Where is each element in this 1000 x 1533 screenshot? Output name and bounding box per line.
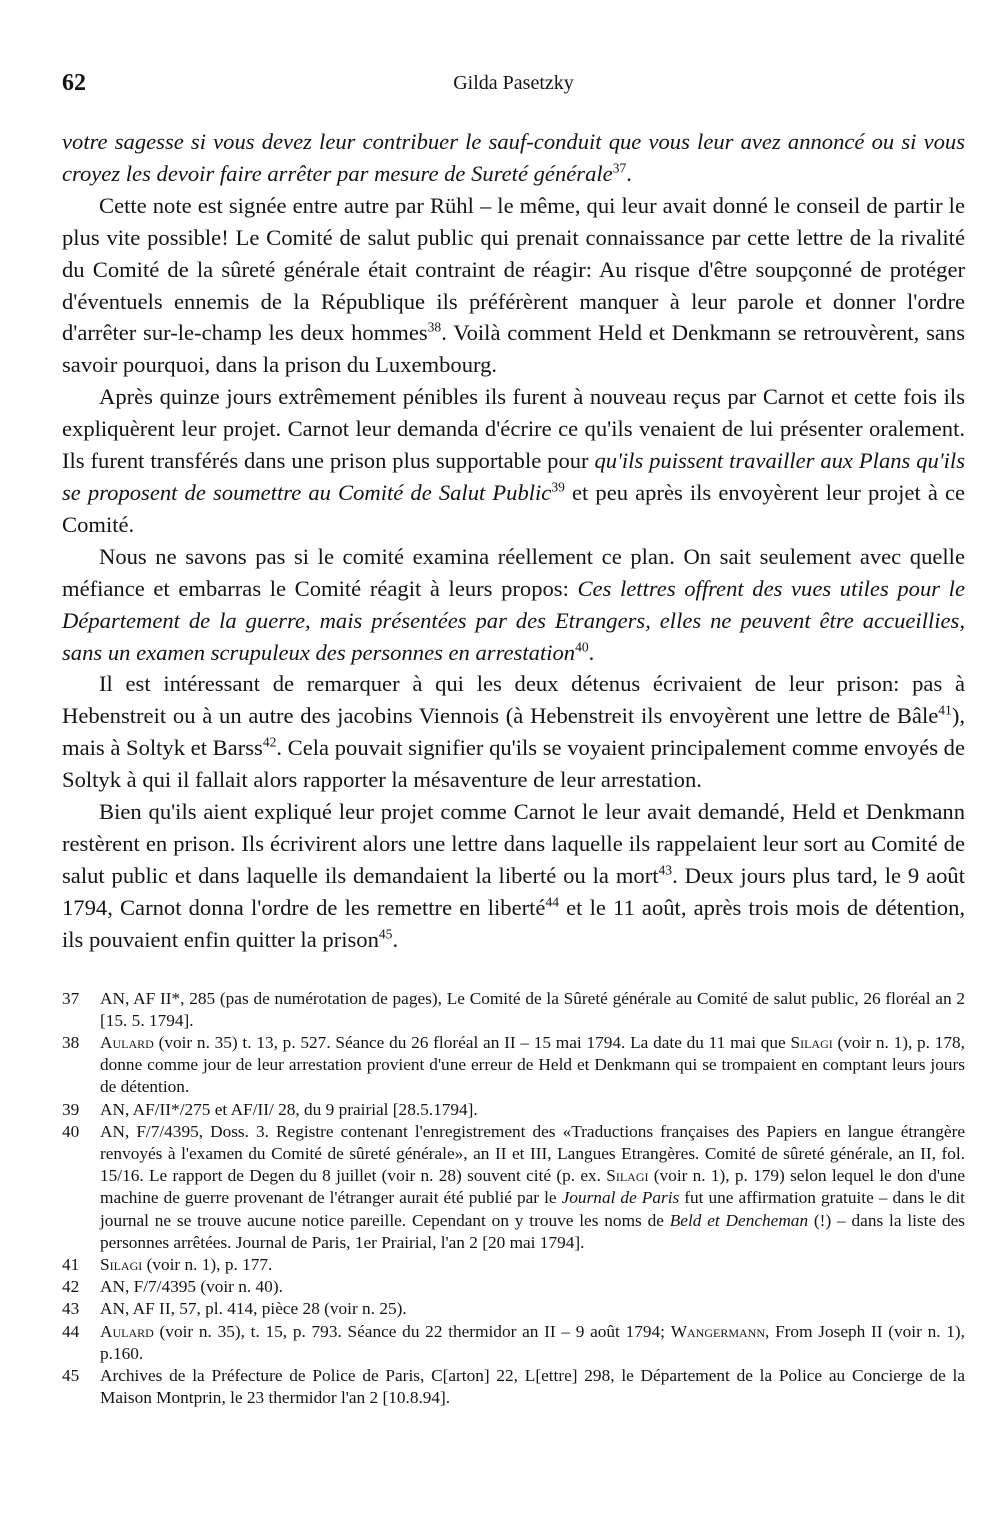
text-run: et le 11 août, après trois mois de détention, ils pouvaient enfin quitter la prison: [62, 894, 966, 952]
footnote-number: 38: [62, 1032, 80, 1052]
text-run: , From Joseph II (voir n. 1), p.160.: [100, 1321, 965, 1363]
footnote-text: [100, 1254, 965, 1276]
footnote-number: 40: [62, 1121, 80, 1141]
footnote-ref[interactable]: 45: [378, 926, 393, 942]
footnote-ref[interactable]: 44: [545, 894, 559, 910]
footnote-text: [100, 1276, 965, 1298]
footnote-ref[interactable]: 38: [427, 319, 442, 335]
author-name: Wangermann: [670, 1321, 766, 1341]
footnote-ref[interactable]: 41: [938, 702, 952, 718]
footnote-44: [62, 1321, 965, 1365]
text-run: AN, AF/II*/275 et AF/II/ 28, du 9 prairial [28.5.1794].: [100, 1099, 478, 1119]
footnotes: [62, 988, 965, 1410]
author-name: Silagi: [100, 1255, 143, 1274]
footnote-text: [100, 988, 965, 1032]
text-run: AN, AF II*, 285 (pas de numérotation de pages), Le Comité de la Sûreté générale au Comité de salut public, 26 floréal an 2 [15. 5. 1794].: [100, 988, 965, 1030]
footnote-45: [62, 1365, 965, 1409]
page-number: 62: [62, 70, 86, 96]
quoted-text: Ces lettres offrent des vues utiles pour le Département de la guerre, mais présentées par des Etrangers, elles ne peuvent être accueillies, sans un examen scrupuleux des personnes en arrestation: [62, 575, 965, 665]
footnote-number: 39: [62, 1099, 80, 1119]
text-run: AN, AF II, 57, pl. 414, pièce 28 (voir n. 25).: [100, 1299, 407, 1319]
footnote-text: [100, 1298, 965, 1320]
paragraph-5: [62, 668, 965, 796]
paragraph-3: [62, 381, 965, 541]
text-run: fut une affirmation gratuite – dans le dit journal ne se trouve aucune notice pareille. Cependant on y trouve les noms de: [100, 1188, 965, 1230]
text-run: ), mais à Soltyk et Barss: [62, 703, 965, 761]
footnote-ref[interactable]: 37: [612, 160, 627, 176]
text-run: Archives de la Préfecture de Police de Paris, C[arton] 22, L[ettre] 298, le Département de la Police au Concierge de la Maison Montprin, le 23 thermidor l'an 2 [10.8.94].: [100, 1366, 965, 1408]
footnote-ref[interactable]: 39: [551, 479, 565, 495]
footnote-text: [100, 1032, 965, 1099]
paragraph-6: [62, 796, 965, 956]
author-name: Aulard: [100, 1321, 154, 1341]
footnote-number: 37: [62, 988, 80, 1008]
footnote-text: [100, 1321, 965, 1365]
text-run: (voir n. 1), p. 177.: [142, 1255, 273, 1274]
text-run: .: [588, 639, 595, 665]
text-run: Après quinze jours extrêmement pénibles ils furent à nouveau reçus par Carnot et cette fois ils expliquèrent leur projet. Carnot leur demanda d'écrire ce qu'ils venaient de lui présenter oralement. Ils furent transférés dans une prison plus supportable pour: [62, 384, 965, 474]
text-run: .: [392, 926, 399, 952]
footnote-39: [62, 1099, 965, 1121]
running-head: Gilda Pasetzky: [453, 72, 574, 94]
footnote-number: 43: [62, 1299, 80, 1319]
author-name: Silagi: [606, 1166, 649, 1186]
footnote-number: 41: [62, 1255, 80, 1274]
footnote-number: 44: [62, 1321, 80, 1341]
footnote-text: [100, 1121, 965, 1254]
text-run: (voir n. 1), p. 178, donne comme jour de leur arrestation provient d'une erreur de Held et Denkmann qui se trompaient en comptant leurs jours de détention.: [100, 1032, 966, 1097]
footnote-ref[interactable]: 43: [658, 862, 673, 878]
text-run: (voir n. 1), p. 179) selon lequel le don d'une machine de guerre provenant de l'étranger aurait été publié par le: [100, 1166, 965, 1208]
page-header: [62, 68, 965, 108]
text-run: .: [626, 160, 632, 186]
text-run: (!) – dans la liste des personnes arrêtées. Journal de Paris, 1er Prairial, l'an 2 [20 mai 1794].: [100, 1210, 965, 1252]
footnote-ref[interactable]: 42: [262, 734, 277, 750]
text-run: et peu après ils envoyèrent leur projet à ce Comité.: [62, 479, 965, 537]
journal-title: Journal de Paris: [561, 1188, 680, 1208]
text-run: (voir n. 35) t. 13, p. 527. Séance du 26 floréal an II – 15 mai 1794. La date du 11 mai que: [153, 1032, 791, 1052]
book-page: [62, 68, 965, 1409]
text-run: (voir n. 35), t. 15, p. 793. Séance du 22 thermidor an II – 9 août 1794;: [153, 1321, 671, 1341]
text-run: Nous ne savons pas si le comité examina réellement ce plan. On sait seulement avec quelle méfiance et embarras le Comité réagit à leurs propos:: [62, 543, 965, 601]
author-name: Silagi: [790, 1032, 833, 1052]
text-run: . Deux jours plus tard, le 9 août 1794, Carnot donna l'ordre de les remettre en liberté: [62, 862, 965, 920]
text-run: AN, F/7/4395 (voir n. 40).: [100, 1277, 283, 1297]
footnote-41: [62, 1254, 965, 1276]
footnote-ref[interactable]: 40: [575, 638, 589, 654]
text-run: AN, F/7/4395, Doss. 3. Registre contenant l'enregistrement des «Traductions françaises des Papiers en langue étrangère renvoyés à l'examen du Comité de sûreté générale», an II et III, Langues Etrangères. Comité de sûreté générale, an II, fol. 15/16. Le rapport de Degen du 8 juillet (voir n. 28) souvent cité (p. ex.: [100, 1121, 965, 1186]
footnote-text: [100, 1365, 965, 1409]
italic-names: Beld et Dencheman: [669, 1210, 809, 1230]
paragraph-1: [62, 126, 965, 190]
footnote-text: [100, 1099, 965, 1121]
text-run: Cette note est signée entre autre par Rühl – le même, qui leur avait donné le conseil de partir le plus vite possible! Le Comité de salut public qui prenait connaissance par cette lettre de la rivalité du Comité de la sûreté générale était contraint de réagir: Au risque d'être soupçonné de protéger d'éventuels ennemis de la République ils préférèrent manquer à leur parole et donner l'ordre d'arrêter sur-le-champ les deux hommes: [62, 192, 965, 346]
paragraph-4: [62, 541, 965, 669]
footnote-38: [62, 1032, 965, 1099]
quoted-text: qu'ils puissent travailler aux Plans qu'ils se proposent de soumettre au Comité de Salut Public: [62, 448, 966, 505]
text-run: Bien qu'ils aient expliqué leur projet comme Carnot le leur avait demandé, Held et Denkmann restèrent en prison. Ils écrivirent alors une lettre dans laquelle ils rappelaient leur sort au Comité de salut public et dans laquelle ils demandaient la liberté ou la mort: [62, 799, 965, 888]
text-run: . Voilà comment Held et Denkmann se retrouvèrent, sans savoir pourquoi, dans la prison du Luxembourg.: [62, 320, 965, 378]
paragraph-2: [62, 190, 965, 381]
text-run: . Cela pouvait signifier qu'ils se voyaient principalement comme envoyés de Soltyk à qui il fallait alors rapporter la mésaventure de leur arrestation.: [62, 735, 965, 793]
body-text: [62, 126, 965, 956]
footnote-37: [62, 988, 965, 1032]
footnote-43: [62, 1298, 965, 1320]
footnote-number: 42: [62, 1277, 80, 1297]
author-name: Aulard: [100, 1032, 154, 1052]
text-run: Il est intéressant de remarquer à qui les deux détenus écrivaient de leur prison: pas à Hebenstreit ou à un autre des jacobins Viennois (à Hebenstreit ils envoyèrent une lettre de Bâle: [62, 671, 965, 729]
footnote-40: [62, 1121, 965, 1254]
quoted-text: votre sagesse si vous devez leur contribuer le sauf-conduit que vous leur avez annoncé ou si vous croyez les devoir faire arrêter par mesure de Sureté générale: [62, 129, 965, 186]
footnote-number: 45: [62, 1366, 80, 1386]
footnote-42: [62, 1276, 965, 1298]
